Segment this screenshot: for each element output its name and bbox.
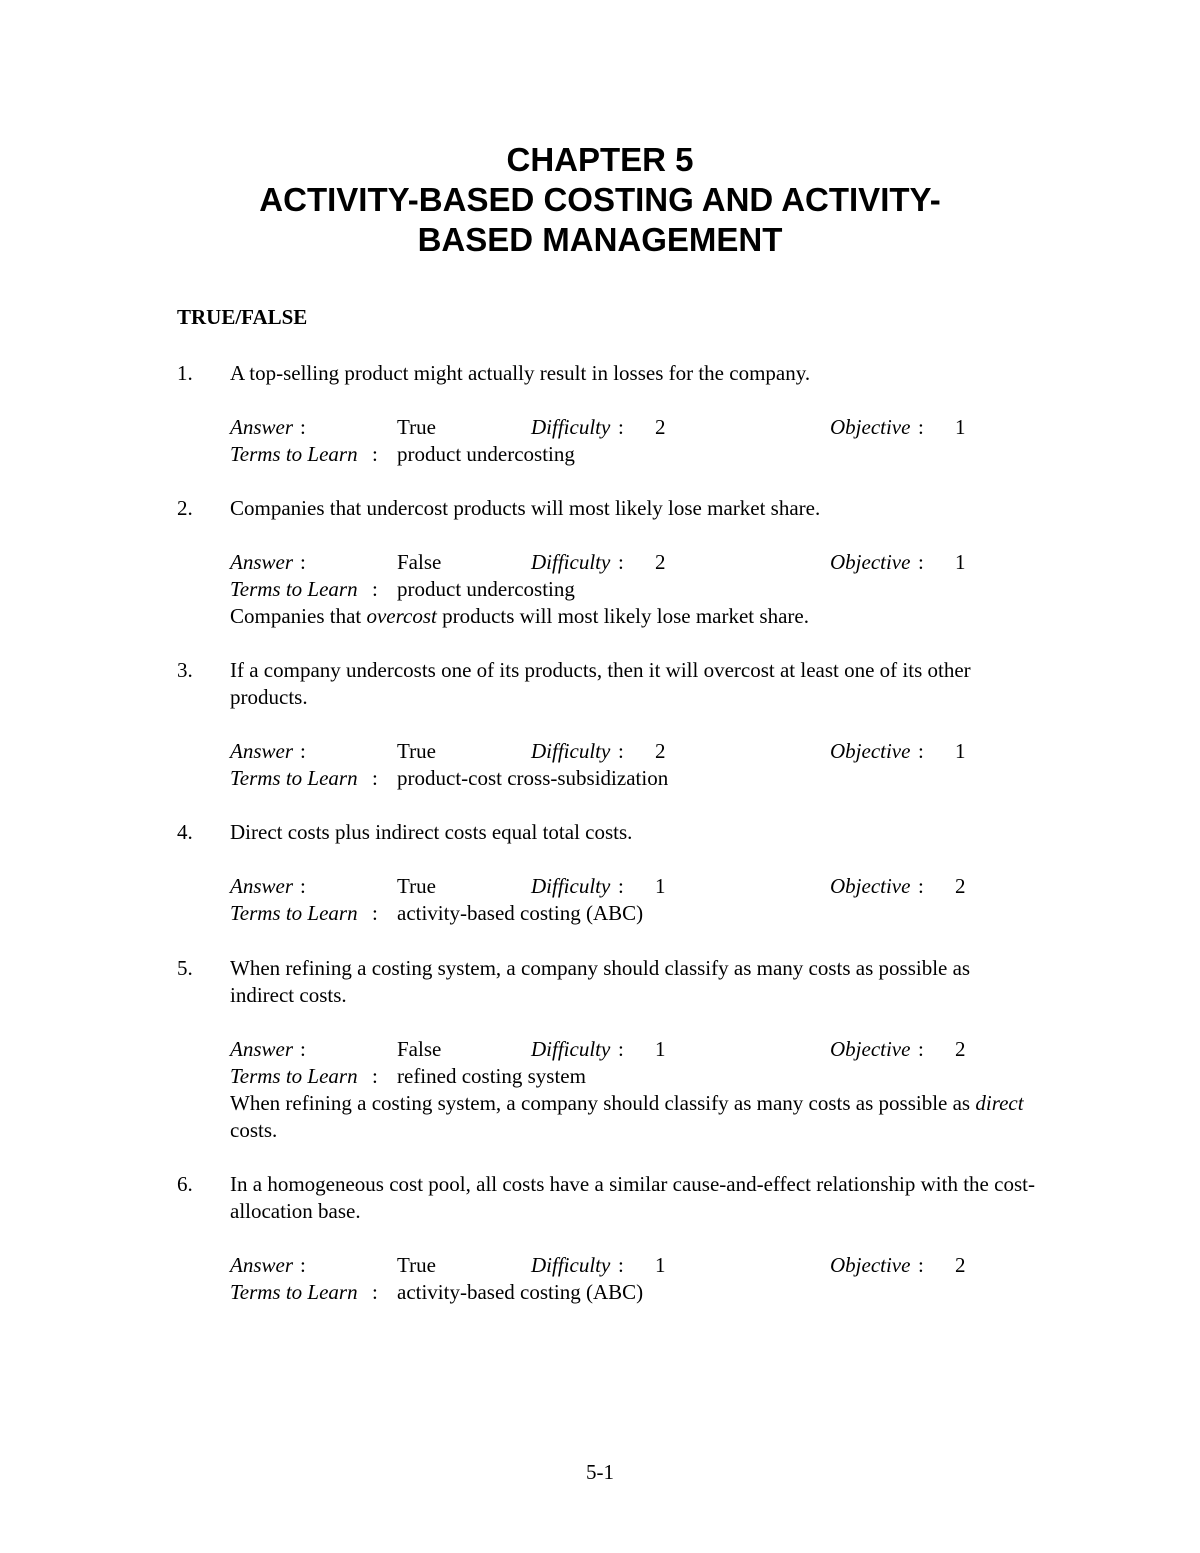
answer-label: Answer (230, 550, 293, 574)
answer-row (230, 1036, 1037, 1063)
colon: : (372, 766, 378, 790)
objective-value: 2 (955, 1037, 966, 1061)
question-6 (177, 1171, 1037, 1306)
page-number: 5-1 (586, 1460, 614, 1484)
terms-row (230, 1279, 1037, 1306)
colon: : (300, 550, 306, 574)
answer-row (230, 873, 1037, 900)
colon: : (918, 1037, 924, 1061)
answer-row (230, 738, 1037, 765)
answer-value: False (397, 1037, 442, 1061)
objective-value: 1 (955, 739, 966, 763)
colon: : (372, 1280, 378, 1304)
question-text: A top-selling product might actually result in losses for the company. (230, 361, 811, 385)
colon: : (300, 415, 306, 439)
difficulty-label: Difficulty (531, 1253, 611, 1277)
question-2 (177, 495, 1037, 630)
colon: : (618, 550, 624, 574)
answer-value: True (397, 1253, 436, 1277)
terms-row (230, 1063, 1037, 1090)
colon: : (618, 874, 624, 898)
explanation-emphasis: direct (975, 1091, 1024, 1115)
terms-value: refined costing system (397, 1064, 586, 1088)
colon: : (918, 739, 924, 763)
difficulty-value: 2 (655, 415, 666, 439)
answer-label: Answer (230, 415, 293, 439)
question-text: Direct costs plus indirect costs equal total costs. (230, 820, 633, 844)
terms-label: Terms to Learn (230, 766, 358, 790)
terms-label: Terms to Learn (230, 901, 358, 925)
question-4 (177, 819, 1037, 927)
colon: : (300, 739, 306, 763)
difficulty-value: 2 (655, 550, 666, 574)
terms-label: Terms to Learn (230, 442, 358, 466)
difficulty-label: Difficulty (531, 1037, 611, 1061)
question-number: 5. (177, 956, 193, 980)
colon: : (372, 577, 378, 601)
answer-label: Answer (230, 874, 293, 898)
question-meta (230, 549, 1037, 630)
question-meta (230, 414, 1037, 468)
answer-label: Answer (230, 1253, 293, 1277)
colon: : (372, 442, 378, 466)
chapter-title (0, 140, 1200, 260)
chapter-number: CHAPTER 5 (506, 141, 694, 178)
objective-label: Objective (830, 1253, 911, 1277)
difficulty-label: Difficulty (531, 550, 611, 574)
colon: : (918, 550, 924, 574)
answer-value: False (397, 550, 442, 574)
question-5 (177, 955, 1037, 1144)
colon: : (918, 1253, 924, 1277)
answer-value: True (397, 415, 436, 439)
terms-row (230, 441, 1037, 468)
terms-label: Terms to Learn (230, 1280, 358, 1304)
chapter-title-line-1: ACTIVITY-BASED COSTING AND ACTIVITY- (259, 181, 941, 218)
objective-value: 2 (955, 1253, 966, 1277)
colon: : (618, 739, 624, 763)
objective-value: 1 (955, 550, 966, 574)
answer-value: True (397, 874, 436, 898)
question-text: When refining a costing system, a company should classify as many costs as possible as indirect costs. (230, 956, 971, 1007)
terms-row (230, 765, 1037, 792)
difficulty-value: 1 (655, 874, 666, 898)
answer-value: True (397, 739, 436, 763)
question-number: 3. (177, 658, 193, 682)
colon: : (300, 874, 306, 898)
explanation-text: Companies that (230, 604, 367, 628)
terms-value: product undercosting (397, 442, 575, 466)
difficulty-label: Difficulty (531, 415, 611, 439)
colon: : (300, 1037, 306, 1061)
objective-value: 1 (955, 415, 966, 439)
colon: : (372, 1064, 378, 1088)
explanation (230, 1090, 1037, 1144)
question-number: 1. (177, 361, 193, 385)
explanation-text: products will most likely lose market share. (436, 604, 809, 628)
question-3 (177, 657, 1037, 792)
answer-row (230, 549, 1037, 576)
explanation-emphasis: overcost (366, 604, 437, 628)
explanation-text: costs. (230, 1118, 278, 1142)
terms-label: Terms to Learn (230, 577, 358, 601)
question-1 (177, 360, 1037, 468)
question-number: 4. (177, 820, 193, 844)
colon: : (618, 1253, 624, 1277)
objective-label: Objective (830, 415, 911, 439)
terms-value: activity-based costing (ABC) (397, 1280, 644, 1304)
answer-label: Answer (230, 1037, 293, 1061)
colon: : (618, 415, 624, 439)
colon: : (618, 1037, 624, 1061)
difficulty-label: Difficulty (531, 739, 611, 763)
question-meta (230, 738, 1037, 792)
question-number: 6. (177, 1172, 193, 1196)
question-meta (230, 1252, 1037, 1306)
explanation-text: When refining a costing system, a company should classify as many costs as possible as (230, 1091, 976, 1115)
objective-label: Objective (830, 550, 911, 574)
objective-label: Objective (830, 874, 911, 898)
terms-value: product-cost cross-subsidization (397, 766, 669, 790)
objective-label: Objective (830, 1037, 911, 1061)
colon: : (300, 1253, 306, 1277)
answer-row (230, 1252, 1037, 1279)
objective-value: 2 (955, 874, 966, 898)
terms-value: activity-based costing (ABC) (397, 901, 644, 925)
difficulty-value: 1 (655, 1253, 666, 1277)
objective-label: Objective (830, 739, 911, 763)
answer-row (230, 414, 1037, 441)
question-meta (230, 1036, 1037, 1144)
explanation (230, 603, 1037, 630)
colon: : (372, 901, 378, 925)
terms-row (230, 900, 1037, 927)
chapter-title-line-2: BASED MANAGEMENT (417, 221, 783, 258)
terms-row (230, 576, 1037, 603)
difficulty-value: 1 (655, 1037, 666, 1061)
question-meta (230, 873, 1037, 927)
terms-label: Terms to Learn (230, 1064, 358, 1088)
difficulty-label: Difficulty (531, 874, 611, 898)
question-text: If a company undercosts one of its products, then it will overcost at least one of its other products. (230, 658, 971, 709)
question-text: In a homogeneous cost pool, all costs have a similar cause-and-effect relationship with the cost-allocation base. (230, 1172, 1035, 1223)
answer-label: Answer (230, 739, 293, 763)
question-text: Companies that undercost products will most likely lose market share. (230, 496, 821, 520)
colon: : (918, 874, 924, 898)
section-heading: TRUE/FALSE (177, 305, 308, 329)
question-number: 2. (177, 496, 193, 520)
difficulty-value: 2 (655, 739, 666, 763)
colon: : (918, 415, 924, 439)
terms-value: product undercosting (397, 577, 575, 601)
